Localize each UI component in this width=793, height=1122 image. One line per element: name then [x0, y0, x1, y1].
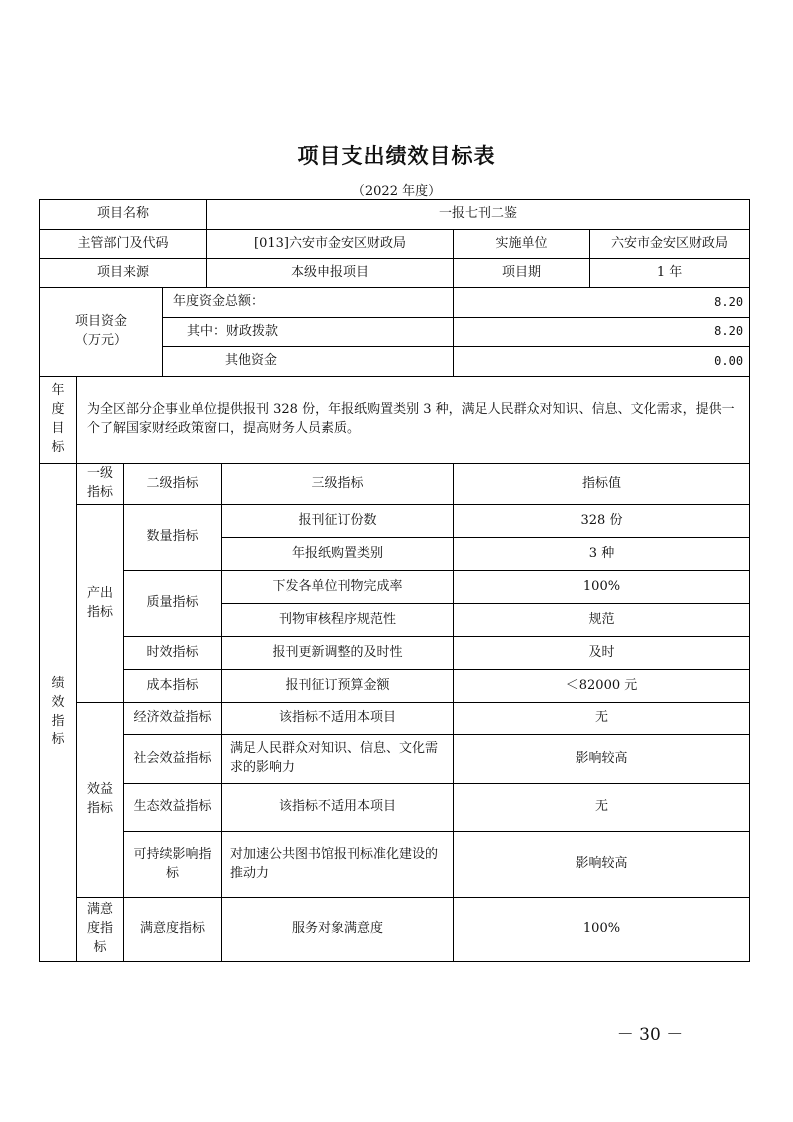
annual-total-row: [40, 288, 750, 318]
value-cell: 无: [454, 703, 750, 735]
level2-economic: 经济效益指标: [124, 703, 222, 735]
implementer-value: 六安市金安区财政局: [590, 230, 750, 259]
table-row: [40, 735, 750, 784]
header-level1: 一级指标: [77, 464, 124, 505]
indicator-table: [39, 463, 750, 962]
level3-cell: 报刊征订份数: [222, 505, 454, 538]
funds-label: [40, 288, 163, 377]
level2-ecological: 生态效益指标: [124, 784, 222, 832]
level2-sustainable: 可持续影响指标: [124, 832, 222, 898]
level3-cell: 刊物审核程序规范性: [222, 604, 454, 637]
perf-label: 绩效指标: [40, 464, 77, 962]
value-cell: 影响较高: [454, 832, 750, 898]
year-label: （2022 年度）: [351, 184, 442, 199]
level2-social: 社会效益指标: [124, 735, 222, 784]
value-cell: 规范: [454, 604, 750, 637]
table-row: [40, 670, 750, 703]
source-label: 项目来源: [40, 259, 207, 288]
level2-satisfaction: 满意度指标: [124, 898, 222, 962]
fiscal-value: 8.20: [454, 318, 750, 347]
level1-benefit: 效益指标: [77, 703, 124, 898]
value-cell: 无: [454, 784, 750, 832]
other-funds-value: 0.00: [454, 347, 750, 377]
annual-total-label: 年度资金总额：: [163, 288, 454, 318]
funds-label-text: 项目资金: [74, 314, 127, 330]
level3-cell: 该指标不适用本项目: [222, 784, 454, 832]
table-row: [40, 703, 750, 735]
department-row: [40, 230, 750, 259]
source-row: [40, 259, 750, 288]
source-value: 本级申报项目: [207, 259, 454, 288]
other-funds-label: 其他资金: [163, 347, 454, 377]
implementer-label: 实施单位: [454, 230, 590, 259]
table-row: [40, 784, 750, 832]
page-title: 项目支出绩效目标表: [297, 143, 496, 168]
period-value: 1 年: [590, 259, 750, 288]
level3-cell: 年报纸购置类别: [222, 538, 454, 571]
goal-row: [40, 377, 750, 464]
fiscal-label: 其中：财政拨款: [163, 318, 454, 347]
header-value: 指标值: [454, 464, 750, 505]
level3-cell: 报刊更新调整的及时性: [222, 637, 454, 670]
page-number: － 30 －: [616, 1025, 684, 1045]
project-name-value: 一报七刊二鉴: [207, 200, 750, 230]
project-name-label: 项目名称: [40, 200, 207, 230]
header-level2: 二级指标: [124, 464, 222, 505]
level3-cell: 报刊征订预算金额: [222, 670, 454, 703]
value-cell: ＜82000 元: [454, 670, 750, 703]
department-label: 主管部门及代码: [40, 230, 207, 259]
value-cell: 100%: [454, 898, 750, 962]
table-row: [40, 637, 750, 670]
value-cell: 3 种: [454, 538, 750, 571]
annual-total-value: 8.20: [454, 288, 750, 318]
table-row: [40, 898, 750, 962]
level3-cell: 该指标不适用本项目: [222, 703, 454, 735]
project-name-row: [40, 200, 750, 230]
value-cell: 100%: [454, 571, 750, 604]
funds-unit-text: （万元）: [74, 333, 127, 348]
level3-cell: 服务对象满意度: [222, 898, 454, 962]
goal-label: 年度目标: [40, 377, 77, 464]
level3-cell: 对加速公共图书馆报刊标准化建设的推动力: [222, 832, 454, 898]
value-cell: 及时: [454, 637, 750, 670]
period-label: 项目期: [454, 259, 590, 288]
department-value: [013]六安市金安区财政局: [207, 230, 454, 259]
project-info-table: [39, 199, 750, 464]
level2-quantity: 数量指标: [124, 505, 222, 571]
level2-timeliness: 时效指标: [124, 637, 222, 670]
level3-cell: 下发各单位刊物完成率: [222, 571, 454, 604]
table-row: [40, 571, 750, 604]
goal-text: 为全区部分企事业单位提供报刊 328 份，年报纸购置类别 3 种，满足人民群众对知识、信息、文化需求，提供一个了解国家财经政策窗口，提高财务人员素质。: [77, 377, 750, 464]
table-row: [40, 505, 750, 538]
indicator-header-row: [40, 464, 750, 505]
level3-cell: 满足人民群众对知识、信息、文化需求的影响力: [222, 735, 454, 784]
value-cell: 328 份: [454, 505, 750, 538]
level2-cost: 成本指标: [124, 670, 222, 703]
header-level3: 三级指标: [222, 464, 454, 505]
value-cell: 影响较高: [454, 735, 750, 784]
level1-output: 产出指标: [77, 505, 124, 703]
level1-satisfaction: 满意度指标: [77, 898, 124, 962]
level2-quality: 质量指标: [124, 571, 222, 637]
table-row: [40, 832, 750, 898]
